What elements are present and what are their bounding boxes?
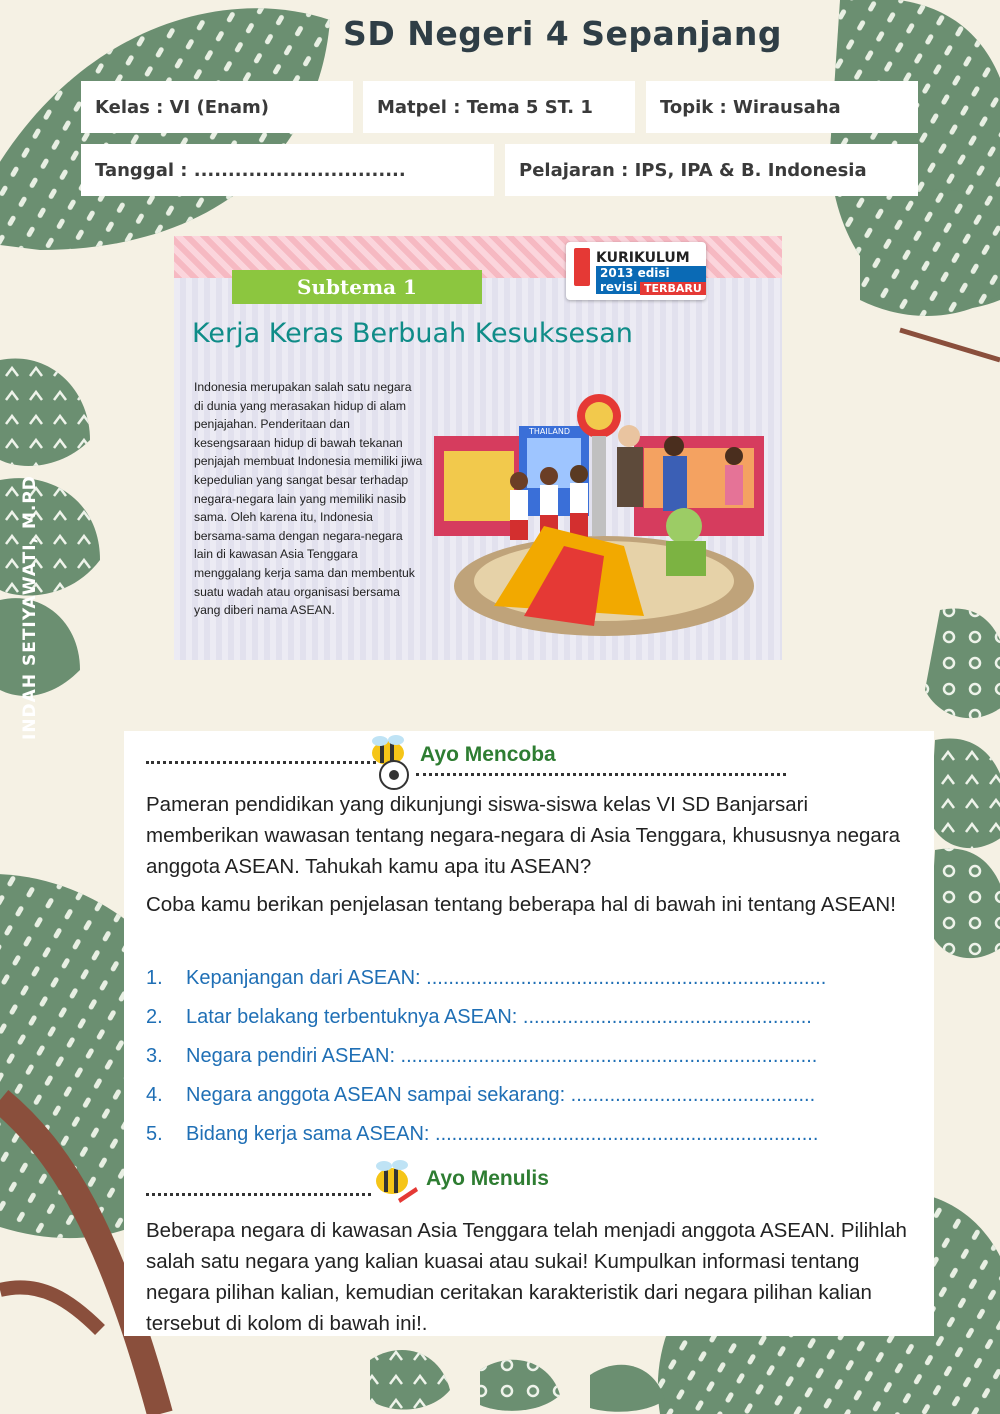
- pelajaran-field: Pelajaran : IPS, IPA & B. Indonesia: [505, 144, 918, 196]
- question-text: Latar belakang terbentuknya ASEAN: ....................................................: [186, 1006, 812, 1028]
- bee-pencil-icon: [368, 1157, 420, 1207]
- question-number: 4.: [146, 1084, 163, 1106]
- mencoba-paragraph-2: Coba kamu berikan penjelasan tentang beberapa hal di bawah ini tentang ASEAN!: [146, 893, 896, 916]
- badge-line1: KURIKULUM: [596, 250, 690, 266]
- question-item[interactable]: [146, 1115, 906, 1154]
- question-item[interactable]: [146, 959, 906, 998]
- school-title: SD Negeri 4 Sepanjang: [343, 14, 782, 53]
- author-credit: INDAH SETIYAWATI, M.PD: [20, 475, 40, 740]
- book-text: Indonesia merupakan salah satu negara di dunia yang merasakan hidup di alam penjajahan. Penderitaan dan kesengsaraan hidup di bawah tekanan penjajah membuat Indonesia memiliki jiwa kepedulian yang sangat besar terhadap negara-negara lain yang memiliki nasib sama. Oleh karena itu, Indonesia bersama-sama dengan negara-negara lain di kawasan Asia Tenggara menggalang kerja sama dan membentuk suatu wadah atau organisasi bersama yang diberi nama ASEAN.: [194, 380, 423, 618]
- booth-label: THAILAND: [529, 427, 570, 436]
- question-item[interactable]: [146, 1076, 906, 1115]
- asean-exhibition-illustration: [424, 376, 774, 656]
- ayo-menulis-title: Ayo Menulis: [426, 1167, 549, 1190]
- mencoba-paragraph-1: Pameran pendidikan yang dikunjungi siswa-siswa kelas VI SD Banjarsari memberikan wawasan tentang negara-negara di Asia Tenggara, khususnya negara anggota ASEAN. Tahukah kamu apa itu ASEAN?: [146, 793, 901, 878]
- ayo-mencoba-title: Ayo Mencoba: [420, 743, 556, 766]
- question-item[interactable]: [146, 1037, 906, 1076]
- question-number: 5.: [146, 1123, 163, 1145]
- menulis-paragraph: Beberapa negara di kawasan Asia Tenggara telah menjadi anggota ASEAN. Pilihlah salah satu negara yang kalian kuasai atau sukai! Kumpulkan informasi tentang negara pilihan kalian, kemudian ceritakan karakteristik dari negara pilihan kalian tersebut di kolom di bawah ini!.: [146, 1219, 907, 1335]
- kurikulum-badge: [566, 242, 706, 300]
- ayo-menulis-header: [124, 1155, 934, 1211]
- ayo-mencoba-header: [124, 731, 934, 791]
- question-list: [146, 959, 906, 1154]
- question-text: Bidang kerja sama ASEAN: .....................................................................: [186, 1123, 819, 1145]
- dotted-divider: [146, 761, 376, 765]
- subtema-label: Subtema 1: [232, 270, 482, 304]
- question-text: Negara pendiri ASEAN: ...........................................................................: [186, 1045, 818, 1067]
- book-page-image: [174, 236, 782, 660]
- question-number: 2.: [146, 1006, 163, 1028]
- dotted-divider: [146, 1193, 371, 1197]
- badge-line2: 2013 edisi revisi: [596, 266, 706, 294]
- matpel-field: Matpel : Tema 5 ST. 1: [363, 81, 635, 133]
- question-text: Kepanjangan dari ASEAN: ........................................................................: [186, 967, 827, 989]
- book-title: Kerja Keras Berbuah Kesuksesan: [192, 318, 633, 349]
- question-number: 3.: [146, 1045, 163, 1067]
- bee-ball-icon: [362, 733, 418, 791]
- question-item[interactable]: [146, 998, 906, 1037]
- tanggal-field[interactable]: Tanggal : ...............................: [81, 144, 494, 196]
- topik-field: Topik : Wirausaha: [646, 81, 918, 133]
- badge-line3: TERBARU: [640, 282, 706, 295]
- worksheet-panel: [124, 731, 934, 1336]
- pencil-icon: [574, 248, 590, 286]
- question-text: Negara anggota ASEAN sampai sekarang: ............................................: [186, 1084, 816, 1106]
- dotted-divider-right: [416, 773, 786, 777]
- kelas-field: Kelas : VI (Enam): [81, 81, 353, 133]
- question-number: 1.: [146, 967, 163, 989]
